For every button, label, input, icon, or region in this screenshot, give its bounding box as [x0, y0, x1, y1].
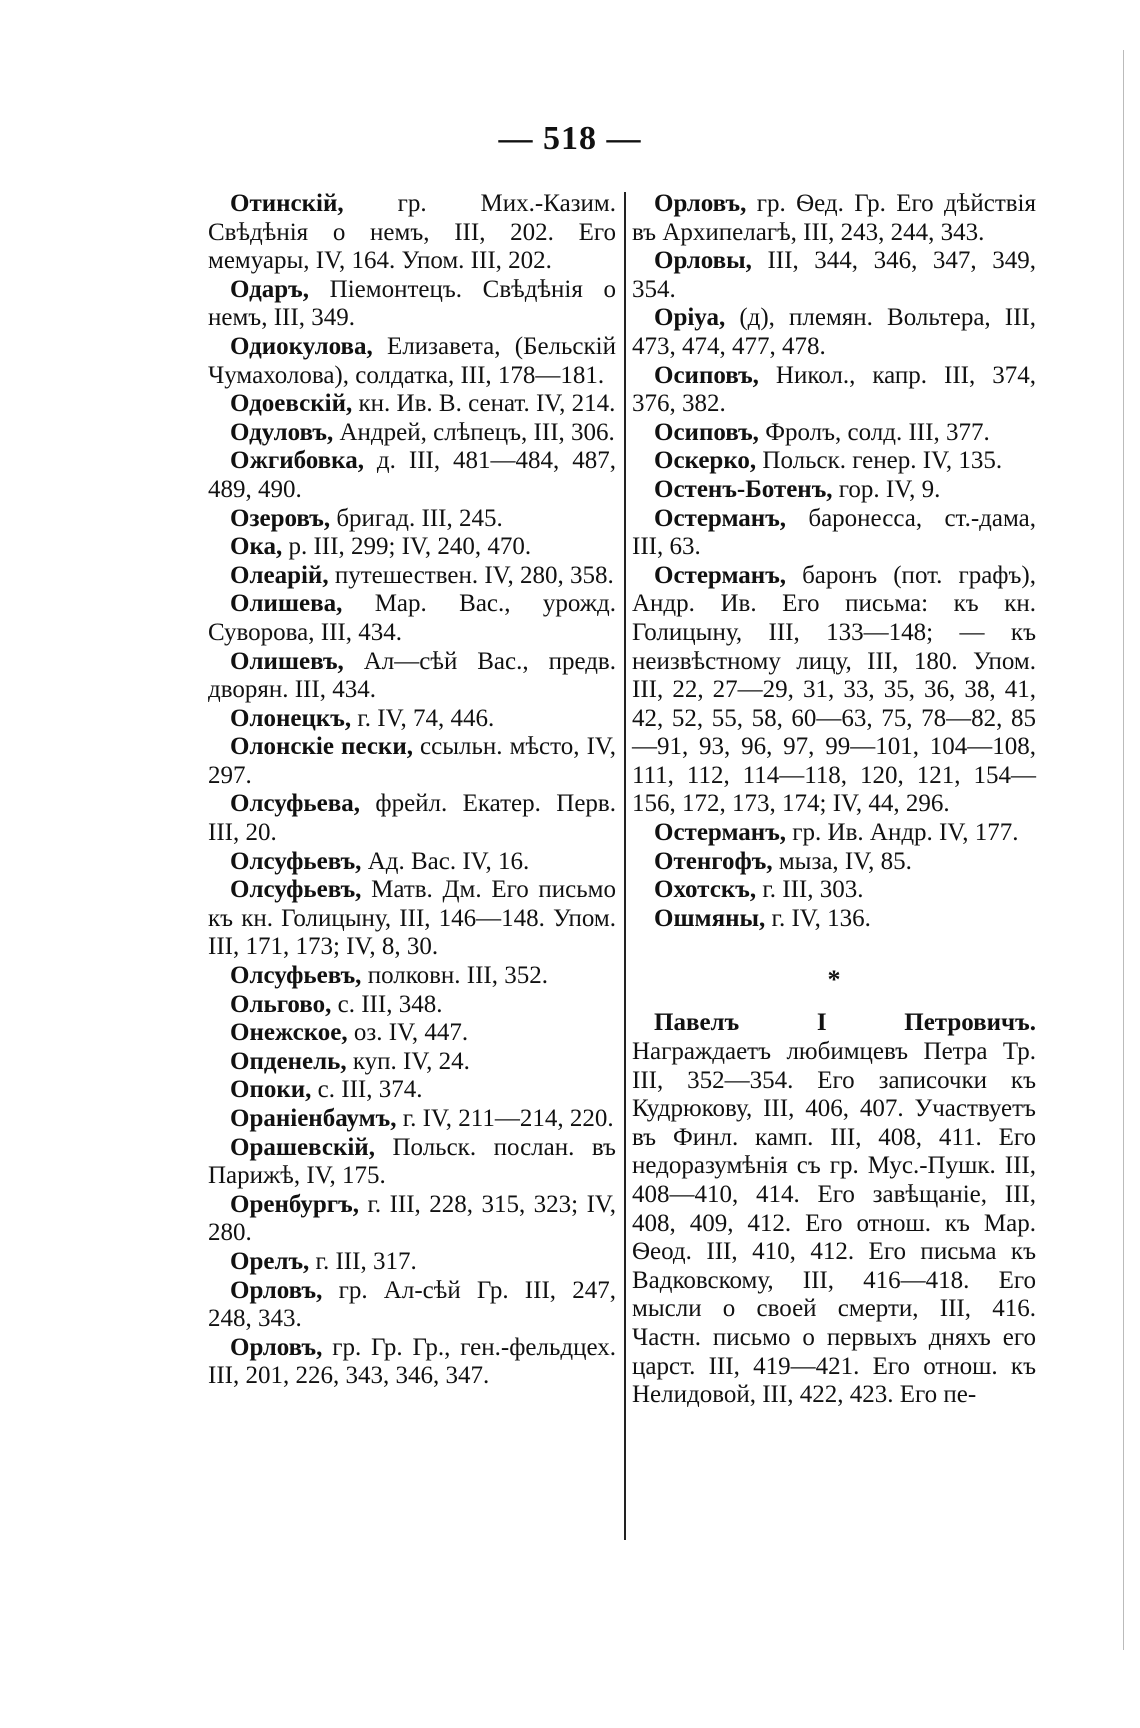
index-entry [208, 648, 616, 705]
index-entry [208, 991, 616, 1020]
index-entry [208, 1019, 616, 1048]
entry-text: III, 344, 346, 347, 349, 354. [632, 247, 1036, 303]
index-entry [208, 705, 616, 734]
entry-heading: Ольгово, [230, 990, 332, 1018]
entry-text: фрейл. Екатер. Перв. III, 20. [208, 790, 616, 847]
index-entry [632, 476, 1036, 505]
index-entry [208, 1248, 616, 1277]
entry-heading: Оренбургъ, [230, 1190, 359, 1218]
index-entry [632, 905, 1036, 934]
index-entry [208, 876, 616, 962]
entry-heading: Орловъ, [230, 1276, 323, 1304]
entry-text: г. IV, 211—214, 220. [396, 1105, 614, 1132]
entry-text: (д), племян. Вольтера, III, 473, 474, 477, 478. [632, 304, 1036, 360]
entry-heading: Орелъ, [230, 1247, 310, 1275]
entry-text: мыза, IV, 85. [772, 847, 912, 875]
entry-heading: Онежское, [230, 1019, 348, 1047]
entry-text: оз. IV, 447. [347, 1019, 469, 1047]
index-entry [208, 790, 616, 847]
index-entry [632, 848, 1036, 877]
entry-heading: Одаръ, [230, 275, 309, 303]
entry-heading: Олсуфьевъ, [230, 876, 362, 904]
entry-text: гр. Ал-сѣй Гр. III, 247, 248, 343. [208, 1276, 616, 1333]
section-separator: * [827, 965, 841, 995]
entry-heading: Остерманъ, [654, 561, 787, 589]
entry-text: гр. Гр. Гр., ген.-фельдцех. III, 201, 226, 343, 346, 347. [208, 1333, 616, 1390]
entry-heading: Опоки, [230, 1076, 312, 1104]
entry-heading: Олишева, [230, 590, 343, 618]
index-entry [632, 447, 1036, 476]
entry-heading: Олишевъ, [230, 647, 344, 675]
index-entry [208, 333, 616, 390]
entry-heading: Отенгофъ, [654, 847, 773, 875]
index-entry [208, 419, 616, 448]
index-entry [208, 505, 616, 534]
entry-text: Фролъ, солд. III, 377. [758, 418, 990, 446]
entry-text: Ал—сѣй Вас., предв. дворян. III, 434. [208, 647, 616, 704]
index-entry [208, 1334, 616, 1391]
index-entry [208, 1134, 616, 1191]
page-number: — 518 — [498, 120, 642, 157]
entry-heading: Охотскъ, [654, 876, 757, 904]
entry-heading: Одиокулова, [230, 332, 373, 360]
entry-heading: Ожгибовка, [230, 447, 364, 475]
entry-heading: Одуловъ, [230, 418, 334, 446]
entry-text: баронъ (пот. графъ), Андр. Ив. Его письма: къ кн. Голицыну, III, 133—148; — къ неизвѣстному лицу, III, 180. Упом. III, 22, 27—29, 31, 33, 35, 36, 38, 41, 42, 52, 55, 58, 60—63, 75, 78—82, 85—91, 93, 96, 97, 99—101, 104—108, 111, 112, 114—118, 120, 121, 154—156, 172, 173, 174; IV, 44, 296. [632, 561, 1036, 818]
index-entry [208, 1048, 616, 1077]
entry-heading: Оранiенбаумъ, [230, 1105, 397, 1132]
index-entry [632, 190, 1036, 247]
column-divider [624, 192, 626, 1540]
entry-heading: Остерманъ, [654, 504, 787, 532]
entry-text: куп. IV, 24. [346, 1047, 470, 1075]
entry-text: г. III, 228, 315, 323; IV, 280. [208, 1190, 616, 1247]
entry-text: Польск. генер. IV, 135. [756, 447, 1003, 475]
entry-text: Ад. Вас. IV, 16. [361, 847, 530, 875]
index-entry [208, 848, 616, 877]
index-entry [208, 190, 616, 276]
entry-heading: Одоевскiй, [230, 390, 353, 418]
index-entry [632, 247, 1036, 304]
entry-text: с. III, 374. [311, 1076, 423, 1104]
entry-heading: Орiуа, [654, 304, 726, 332]
entry-text: д. III, 481—484, 487, 489, 490. [208, 447, 616, 503]
entry-text: бригад. III, 245. [330, 504, 503, 532]
entry-text: Мар. Вас., урожд. Суворова, III, 434. [208, 590, 616, 646]
entry-text: Елизавета, (Бельскій Чумахолова), солдатка, III, 178—181. [208, 332, 616, 389]
index-entry [208, 733, 616, 790]
entry-text: полковн. III, 352. [361, 962, 548, 990]
index-entry [632, 1009, 1036, 1409]
index-entry [208, 276, 616, 333]
index-entry [632, 876, 1036, 905]
entry-text: Польск. послан. въ Парижѣ, IV, 175. [208, 1133, 616, 1190]
entry-heading: Опденель, [230, 1047, 347, 1075]
entry-heading: Осиповъ, [654, 418, 759, 446]
entry-heading: Олсуфьева, [230, 790, 360, 818]
index-entry [208, 533, 616, 562]
index-entry [632, 362, 1036, 419]
entry-heading: Орловъ, [230, 1333, 323, 1361]
page-right-edge [1123, 50, 1124, 1650]
entry-text: кн. Ив. В. сенат. IV, 214. [352, 390, 616, 418]
entry-heading: Олонскiе пески, [230, 733, 413, 761]
entry-text: гор. IV, 9. [832, 475, 941, 503]
entry-text: Андрей, слѣпецъ, III, 306. [333, 418, 615, 446]
index-entry [208, 1191, 616, 1248]
entry-text: г. IV, 74, 446. [351, 704, 495, 732]
entry-text: ссыльн. мѣсто, IV, 297. [208, 733, 616, 789]
entry-heading: Отинскiй, [230, 190, 344, 217]
entry-heading: Оскерко, [654, 447, 757, 475]
entry-heading: Олонецкъ, [230, 704, 352, 732]
entry-text: г. III, 303. [756, 876, 864, 904]
entry-text: гр. Мих.-Казим. Свѣдѣнiя о немъ, III, 202. Его мемуары, IV, 164. Упом. III, 202. [208, 190, 616, 275]
index-entry [632, 505, 1036, 562]
index-entry [208, 562, 616, 591]
entry-text: р. III, 299; IV, 240, 470. [282, 533, 532, 561]
entry-heading: Олеарiй, [230, 561, 329, 589]
index-entry [208, 962, 616, 991]
entry-text: гр. Ѳед. Гр. Его дѣйствiя въ Архипелагѣ, III, 243, 244, 343. [632, 190, 1036, 246]
entry-text: г. III, 317. [309, 1247, 417, 1275]
entry-heading: Павелъ I Петровичъ. [654, 1009, 1036, 1037]
entry-heading: Ока, [230, 533, 283, 561]
entry-text: с. III, 348. [331, 990, 443, 1018]
index-entry [208, 390, 616, 419]
index-entry [632, 562, 1036, 819]
index-entry [208, 590, 616, 647]
entry-heading: Остерманъ, [654, 819, 787, 847]
entry-heading: Орловы, [654, 247, 752, 275]
entry-heading: Орловъ, [654, 190, 747, 217]
entry-text: Награждаетъ любимцевъ Петра Тр. III, 352—354. Его записочки къ Кудрюкову, III, 406, 407. Участвуетъ въ Финл. камп. III, 408, 411. Его недоразумѣнiя съ гр. Мус.-Пушк. III, 408—410, 414. Его завѣщанiе, III, 408, 409, 412. Его отнош. къ Мар. Ѳеод. III, 410, 412. Его письма къ Вадковскому, III, 416—418. Его мысли о своей смерти, III, 416. Частн. письмо о первыхъ дняхъ его царст. III, 419—421. Его отнош. къ Нелидовой, III, 422, 423. Его пе- [632, 1038, 1036, 1409]
left-column [208, 190, 616, 1391]
entry-heading: Озеровъ, [230, 504, 331, 532]
entry-text: гр. Ив. Андр. IV, 177. [786, 819, 1019, 847]
entry-heading: Орашевскiй, [230, 1133, 375, 1161]
entry-text: Матв. Дм. Его письмо къ кн. Голицыну, III, 146—148. Упом. III, 171, 173; IV, 8, 30. [208, 876, 616, 961]
entry-text: баронесса, ст.-дама, III, 63. [632, 504, 1036, 561]
index-entry [208, 447, 616, 504]
entry-text: путешествен. IV, 280, 358. [328, 561, 614, 589]
index-entry [208, 1277, 616, 1334]
entry-heading: Остенъ-Ботенъ, [654, 475, 833, 503]
right-column [632, 190, 1036, 1410]
entry-heading: Ошмяны, [654, 904, 766, 932]
entry-heading: Осиповъ, [654, 361, 759, 389]
entry-text: Пiемонтецъ. Свѣдѣнiя о немъ, III, 349. [208, 275, 616, 332]
index-entry [208, 1105, 616, 1134]
index-entry [632, 419, 1036, 448]
index-entry [632, 304, 1036, 361]
index-entry [632, 819, 1036, 848]
index-entry [208, 1076, 616, 1105]
entry-text: г. IV, 136. [765, 904, 871, 932]
entry-text: Никол., капр. III, 374, 376, 382. [632, 361, 1036, 418]
entry-heading: Олсуфьевъ, [230, 847, 362, 875]
entry-heading: Олсуфьевъ, [230, 962, 362, 990]
